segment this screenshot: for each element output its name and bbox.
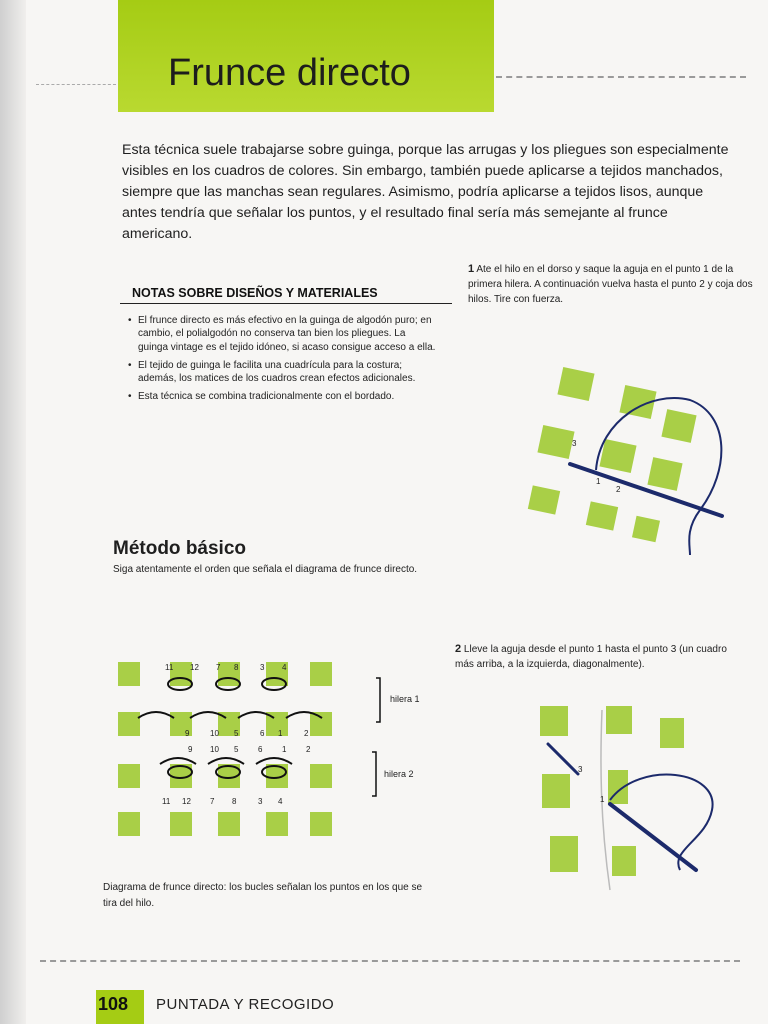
gingham-squares-2 [540, 706, 684, 876]
step-2 [455, 642, 745, 672]
diagram-num: 9 [188, 745, 193, 754]
hilera-1-label: hilera 1 [390, 694, 420, 704]
illus1-label: 1 [596, 477, 601, 486]
page-title: Frunce directo [168, 52, 411, 94]
book-spine [0, 0, 26, 1024]
diagram-num: 12 [190, 663, 199, 672]
notes-heading: NOTAS SOBRE DISEÑOS Y MATERIALES [132, 286, 378, 300]
illus2-label: 1 [600, 795, 605, 804]
diagram-gingham [118, 662, 332, 836]
illustration-step-2 [520, 700, 750, 900]
needle-2a [548, 744, 578, 774]
method-heading: Método básico [113, 538, 247, 559]
intro-paragraph: Esta técnica suele trabajarse sobre guinga, porque las arrugas y los pliegues son especialmente visibles en los cuadros de colores. Sin embargo, también puede aplicarse a tejidos manchados, siempre que las manchas sean regulares. Asimismo, podría aplicarse a tejidos lisos, aunque antes tendría que señalar los puntos, y el resultado final sería más semejante al frunce americano. [122, 142, 729, 242]
diagram-num: 4 [278, 797, 283, 806]
step-2-text: Lleve la aguja desde el punto 1 hasta el punto 3 (un cuadro más arriba, a la izquierda, diagonalmente). [455, 644, 727, 670]
step-1 [468, 262, 758, 307]
page-number: 108 [98, 994, 129, 1014]
diagram-num: 7 [216, 663, 221, 672]
dashed-rule-bottom [40, 960, 740, 962]
illustration-step-1 [500, 360, 760, 560]
diagram-num: 8 [232, 797, 237, 806]
notes-item: • Esta técnica se combina tradicionalmente con el bordado. [128, 390, 438, 403]
diagram-num: 3 [258, 797, 263, 806]
illus1-label: 3 [572, 439, 577, 448]
diagram-num: 11 [165, 663, 174, 672]
diagram-num: 1 [282, 745, 287, 754]
diagram-caption: Diagrama de frunce directo: los bucles señalan los puntos en los que se tira del hilo. [103, 882, 423, 909]
notes-item: • El tejido de guinga le facilita una cuadrícula para la costura; además, los matices de los cuadros crean efectos adicionales. [128, 359, 438, 386]
diagram-num: 3 [260, 663, 265, 672]
diagram-num: 1 [278, 729, 283, 738]
diagram-num: 6 [258, 745, 263, 754]
method-subtitle: Siga atentamente el orden que señala el diagrama de frunce directo. [113, 564, 418, 575]
notes-rule [120, 303, 452, 304]
diagram-num: 11 [162, 797, 171, 806]
diagram-num: 9 [185, 729, 190, 738]
diagram-num: 10 [210, 729, 219, 738]
diagram-num: 12 [182, 797, 191, 806]
hilera-brackets [372, 678, 380, 796]
dashed-rule-top [496, 76, 746, 78]
running-head: PUNTADA Y RECOGIDO [156, 996, 335, 1013]
dashed-rule-left [36, 84, 116, 85]
hilera-2-label: hilera 2 [384, 769, 414, 779]
diagram-num: 8 [234, 663, 239, 672]
diagram-num: 10 [210, 745, 219, 754]
step-1-number: 1 [468, 263, 475, 275]
step-1-text: Ate el hilo en el dorso y saque la aguja en el punto 1 de la primera hilera. A continuación vuelva hasta el punto 2 y coja dos hilos. Tire con fuerza. [468, 264, 753, 305]
notes-item: • El frunce directo es más efectivo en la guinga de algodón puro; en cambio, el polialgodón no conserva tan bien los pliegues. La guinga vintage es el tejido idóneo, si acaso consigue acceso a ella. [128, 314, 438, 354]
illus1-label: 2 [616, 485, 621, 494]
gingham-squares [528, 367, 697, 542]
diagram-num: 6 [260, 729, 265, 738]
notes-list [128, 314, 438, 409]
diagram-num: 4 [282, 663, 287, 672]
illus2-label: 3 [578, 765, 583, 774]
diagram-num: 2 [304, 729, 309, 738]
step-2-number: 2 [455, 643, 462, 655]
diagram-num: 7 [210, 797, 215, 806]
diagram-num: 2 [306, 745, 311, 754]
frunce-diagram [110, 640, 380, 840]
diagram-num: 5 [234, 729, 239, 738]
diagram-num: 5 [234, 745, 239, 754]
